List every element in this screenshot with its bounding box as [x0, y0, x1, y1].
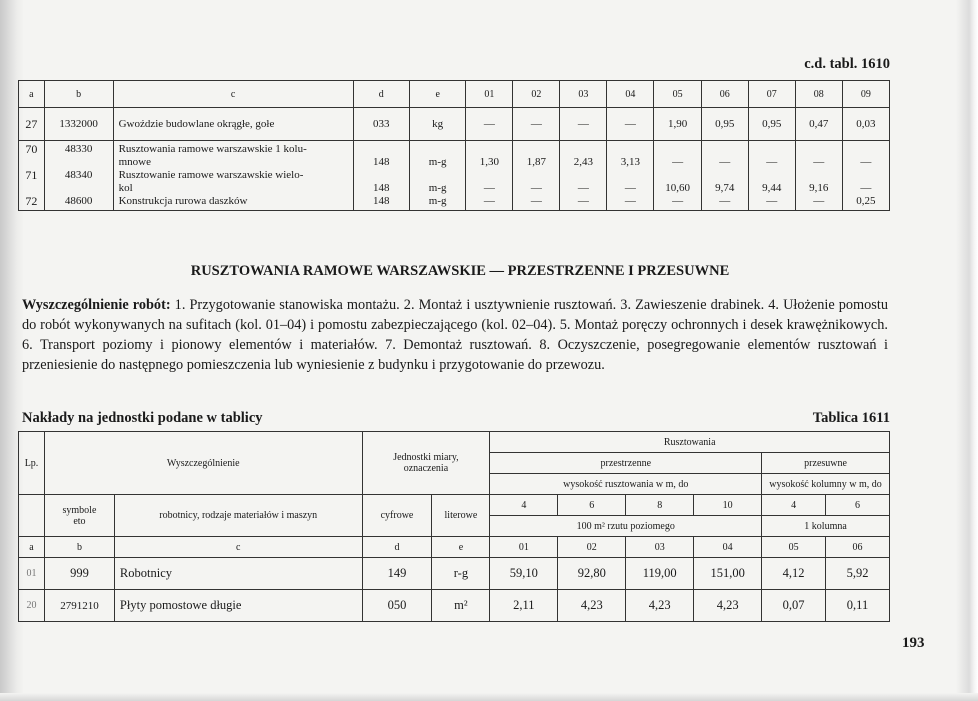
cell: 72	[19, 195, 45, 211]
cell: Robotnicy	[114, 558, 362, 590]
header-cell: a	[19, 81, 45, 108]
cell: 59,10	[490, 558, 558, 590]
cell: c	[114, 537, 362, 558]
cell: 3,13	[607, 156, 654, 169]
height-cell: 6	[558, 495, 626, 516]
symbole-line1: symbole	[62, 504, 97, 516]
symbole-header	[44, 495, 114, 537]
jednostki-line1: Jednostki miary,	[393, 452, 459, 463]
table-row	[19, 108, 890, 141]
table-1610	[18, 80, 890, 211]
cell: 0,03	[842, 108, 889, 141]
cell: —	[466, 195, 513, 211]
cell: —	[701, 156, 748, 169]
cell: b	[44, 537, 114, 558]
rusztowania-header: Rusztowania	[490, 432, 890, 453]
cell: 151,00	[694, 558, 762, 590]
cell: 2,43	[560, 156, 607, 169]
przesuwne-header: przesuwne	[762, 453, 890, 474]
height-cell: 4	[762, 495, 826, 516]
header-cell: b	[44, 81, 113, 108]
cell: 4,23	[558, 590, 626, 622]
cell: kol	[113, 182, 353, 195]
cell: 033	[353, 108, 409, 141]
cell: 20	[19, 590, 45, 622]
cell: 9,44	[748, 182, 795, 195]
unit-przesuwne: 1 kolumna	[762, 516, 890, 537]
header-cell: d	[353, 81, 409, 108]
section-title: RUSZTOWANIA RAMOWE WARSZAWSKIE — PRZESTRZENNE I PRZESUWNE	[190, 263, 730, 279]
cell: Płyty pomostowe długie	[114, 590, 362, 622]
cell: mnowe	[113, 156, 353, 169]
cell: 0,95	[748, 108, 795, 141]
naklady-heading: Nakłady na jednostki podane w tablicy	[22, 410, 263, 426]
cell: 2,11	[490, 590, 558, 622]
cell: 71	[19, 169, 45, 182]
cell: 1,30	[466, 156, 513, 169]
cell: 0,11	[826, 590, 890, 622]
cell: 1332000	[44, 108, 113, 141]
table-row	[19, 558, 890, 590]
cell: 4,23	[626, 590, 694, 622]
robotnicy-header: robotnicy, rodzaje materiałów i maszyn	[114, 495, 362, 537]
cell: —	[466, 182, 513, 195]
wyszczegolnienie-header: Wyszczególnienie	[44, 432, 362, 495]
works-description-text: 1. Przygotowanie stanowiska montażu. 2. Montaż i usztywnienie rusztowań. 3. Zawieszenie drabinek. 4. Ułożenie pomostu do robót wykonywanych na sufitach (kol. 01–04) i pomostu zabezpieczającego (kol. 02–04). 5. Montaż poręczy ochronnych i desek krawężnikowych. 6. Transport poziomy i pionowy elementów i materiałów. 7. Demontaż rusztowań. 8. Oczyszczenie, posegregowanie elementów rusztowań i przeniesienie do następnego pomieszczenia lub wyniesienie z budynku i przygotowanie do przewozu.	[22, 297, 888, 373]
cell: 2791210	[44, 590, 114, 622]
cell: 1,87	[513, 156, 560, 169]
cell: 06	[826, 537, 890, 558]
cell: —	[513, 108, 560, 141]
cell: 03	[626, 537, 694, 558]
table-row	[19, 195, 890, 211]
cell: 10,60	[654, 182, 701, 195]
cell: 04	[694, 537, 762, 558]
cell: m-g	[410, 156, 466, 169]
cell: —	[654, 156, 701, 169]
lp-subcell	[19, 495, 45, 537]
cell: —	[842, 156, 889, 169]
height-cell: 8	[626, 495, 694, 516]
cell: —	[513, 182, 560, 195]
cell: 148	[353, 182, 409, 195]
cell: 02	[558, 537, 626, 558]
cell: 4,12	[762, 558, 826, 590]
cell: e	[432, 537, 490, 558]
cell: —	[748, 156, 795, 169]
height-cell: 6	[826, 495, 890, 516]
header-cell: 06	[701, 81, 748, 108]
page-shadow-bottom	[0, 693, 978, 701]
cell: 48330	[44, 141, 113, 157]
header-cell: 08	[795, 81, 842, 108]
cell: —	[654, 195, 701, 211]
wys-rusztowania-header: wysokość rusztowania w m, do	[490, 474, 762, 495]
cell: —	[607, 108, 654, 141]
cell: —	[748, 195, 795, 211]
cell: —	[607, 182, 654, 195]
header-cell: c	[113, 81, 353, 108]
cell: 0,07	[762, 590, 826, 622]
cell: —	[560, 182, 607, 195]
cell: —	[560, 195, 607, 211]
table-label: Tablica 1611	[812, 410, 890, 426]
table-header-row	[19, 432, 890, 453]
cell: m-g	[410, 195, 466, 211]
cell: —	[560, 108, 607, 141]
wys-kolumny-header: wysokość kolumny w m, do	[762, 474, 890, 495]
cell: 1,90	[654, 108, 701, 141]
cell: 92,80	[558, 558, 626, 590]
cell: 01	[490, 537, 558, 558]
cell: 9,74	[701, 182, 748, 195]
cell: —	[466, 108, 513, 141]
lp-header: Lp.	[19, 432, 45, 495]
cell: Rusztowanie ramowe warszawskie wielo-	[113, 169, 353, 182]
cell: 48600	[44, 195, 113, 211]
continuation-label: c.d. tabl. 1610	[804, 56, 890, 72]
cell: m²	[432, 590, 490, 622]
table-row	[19, 590, 890, 622]
cell: —	[513, 195, 560, 211]
cell: 05	[762, 537, 826, 558]
cell: 27	[19, 108, 45, 141]
header-cell: 09	[842, 81, 889, 108]
table-row	[19, 156, 890, 169]
column-letters-row	[19, 537, 890, 558]
cell: 01	[19, 558, 45, 590]
header-cell: 01	[466, 81, 513, 108]
cell: 9,16	[795, 182, 842, 195]
cell: r-g	[432, 558, 490, 590]
cell: 999	[44, 558, 114, 590]
cell: 0,47	[795, 108, 842, 141]
cell: Rusztowania ramowe warszawskie 1 kolu-	[113, 141, 353, 157]
cell: 119,00	[626, 558, 694, 590]
height-cell: 4	[490, 495, 558, 516]
works-description-lead: Wyszczególnienie robót:	[22, 297, 171, 313]
header-cell: e	[410, 81, 466, 108]
jednostki-header	[362, 432, 490, 495]
cell: kg	[410, 108, 466, 141]
works-description	[22, 295, 888, 375]
cell: —	[607, 195, 654, 211]
cell: 5,92	[826, 558, 890, 590]
header-cell: 05	[654, 81, 701, 108]
cell: 148	[353, 195, 409, 211]
cell: 48340	[44, 169, 113, 182]
cell: a	[19, 537, 45, 558]
cell: 148	[353, 156, 409, 169]
header-cell: 07	[748, 81, 795, 108]
height-cell: 10	[694, 495, 762, 516]
cyfrowe-header: cyfrowe	[362, 495, 432, 537]
cell: m-g	[410, 182, 466, 195]
cell: 4,23	[694, 590, 762, 622]
literowe-header: literowe	[432, 495, 490, 537]
table-header-row	[19, 81, 890, 108]
cell: —	[795, 156, 842, 169]
page-shadow-right	[956, 0, 978, 701]
header-cell: 04	[607, 81, 654, 108]
cell: 149	[362, 558, 432, 590]
przestrzenne-header: przestrzenne	[490, 453, 762, 474]
table-1611	[18, 431, 890, 622]
cell: 70	[19, 141, 45, 157]
cell: —	[842, 182, 889, 195]
cell: —	[795, 195, 842, 211]
cell: 0,25	[842, 195, 889, 211]
cell: Gwoździe budowlane okrągłe, gołe	[113, 108, 353, 141]
table-row	[19, 141, 890, 157]
jednostki-line2: oznaczenia	[403, 463, 449, 474]
table-row	[19, 182, 890, 195]
cell: Konstrukcja rurowa daszków	[113, 195, 353, 211]
header-cell: 03	[560, 81, 607, 108]
cell: d	[362, 537, 432, 558]
cell: 050	[362, 590, 432, 622]
symbole-line2: eto	[73, 515, 86, 527]
cell: 0,95	[701, 108, 748, 141]
page-number: 193	[902, 635, 925, 651]
header-cell: 02	[513, 81, 560, 108]
cell: —	[701, 195, 748, 211]
table-row	[19, 169, 890, 182]
table-header-row	[19, 495, 890, 516]
unit-przestrzenne: 100 m² rzutu poziomego	[490, 516, 762, 537]
